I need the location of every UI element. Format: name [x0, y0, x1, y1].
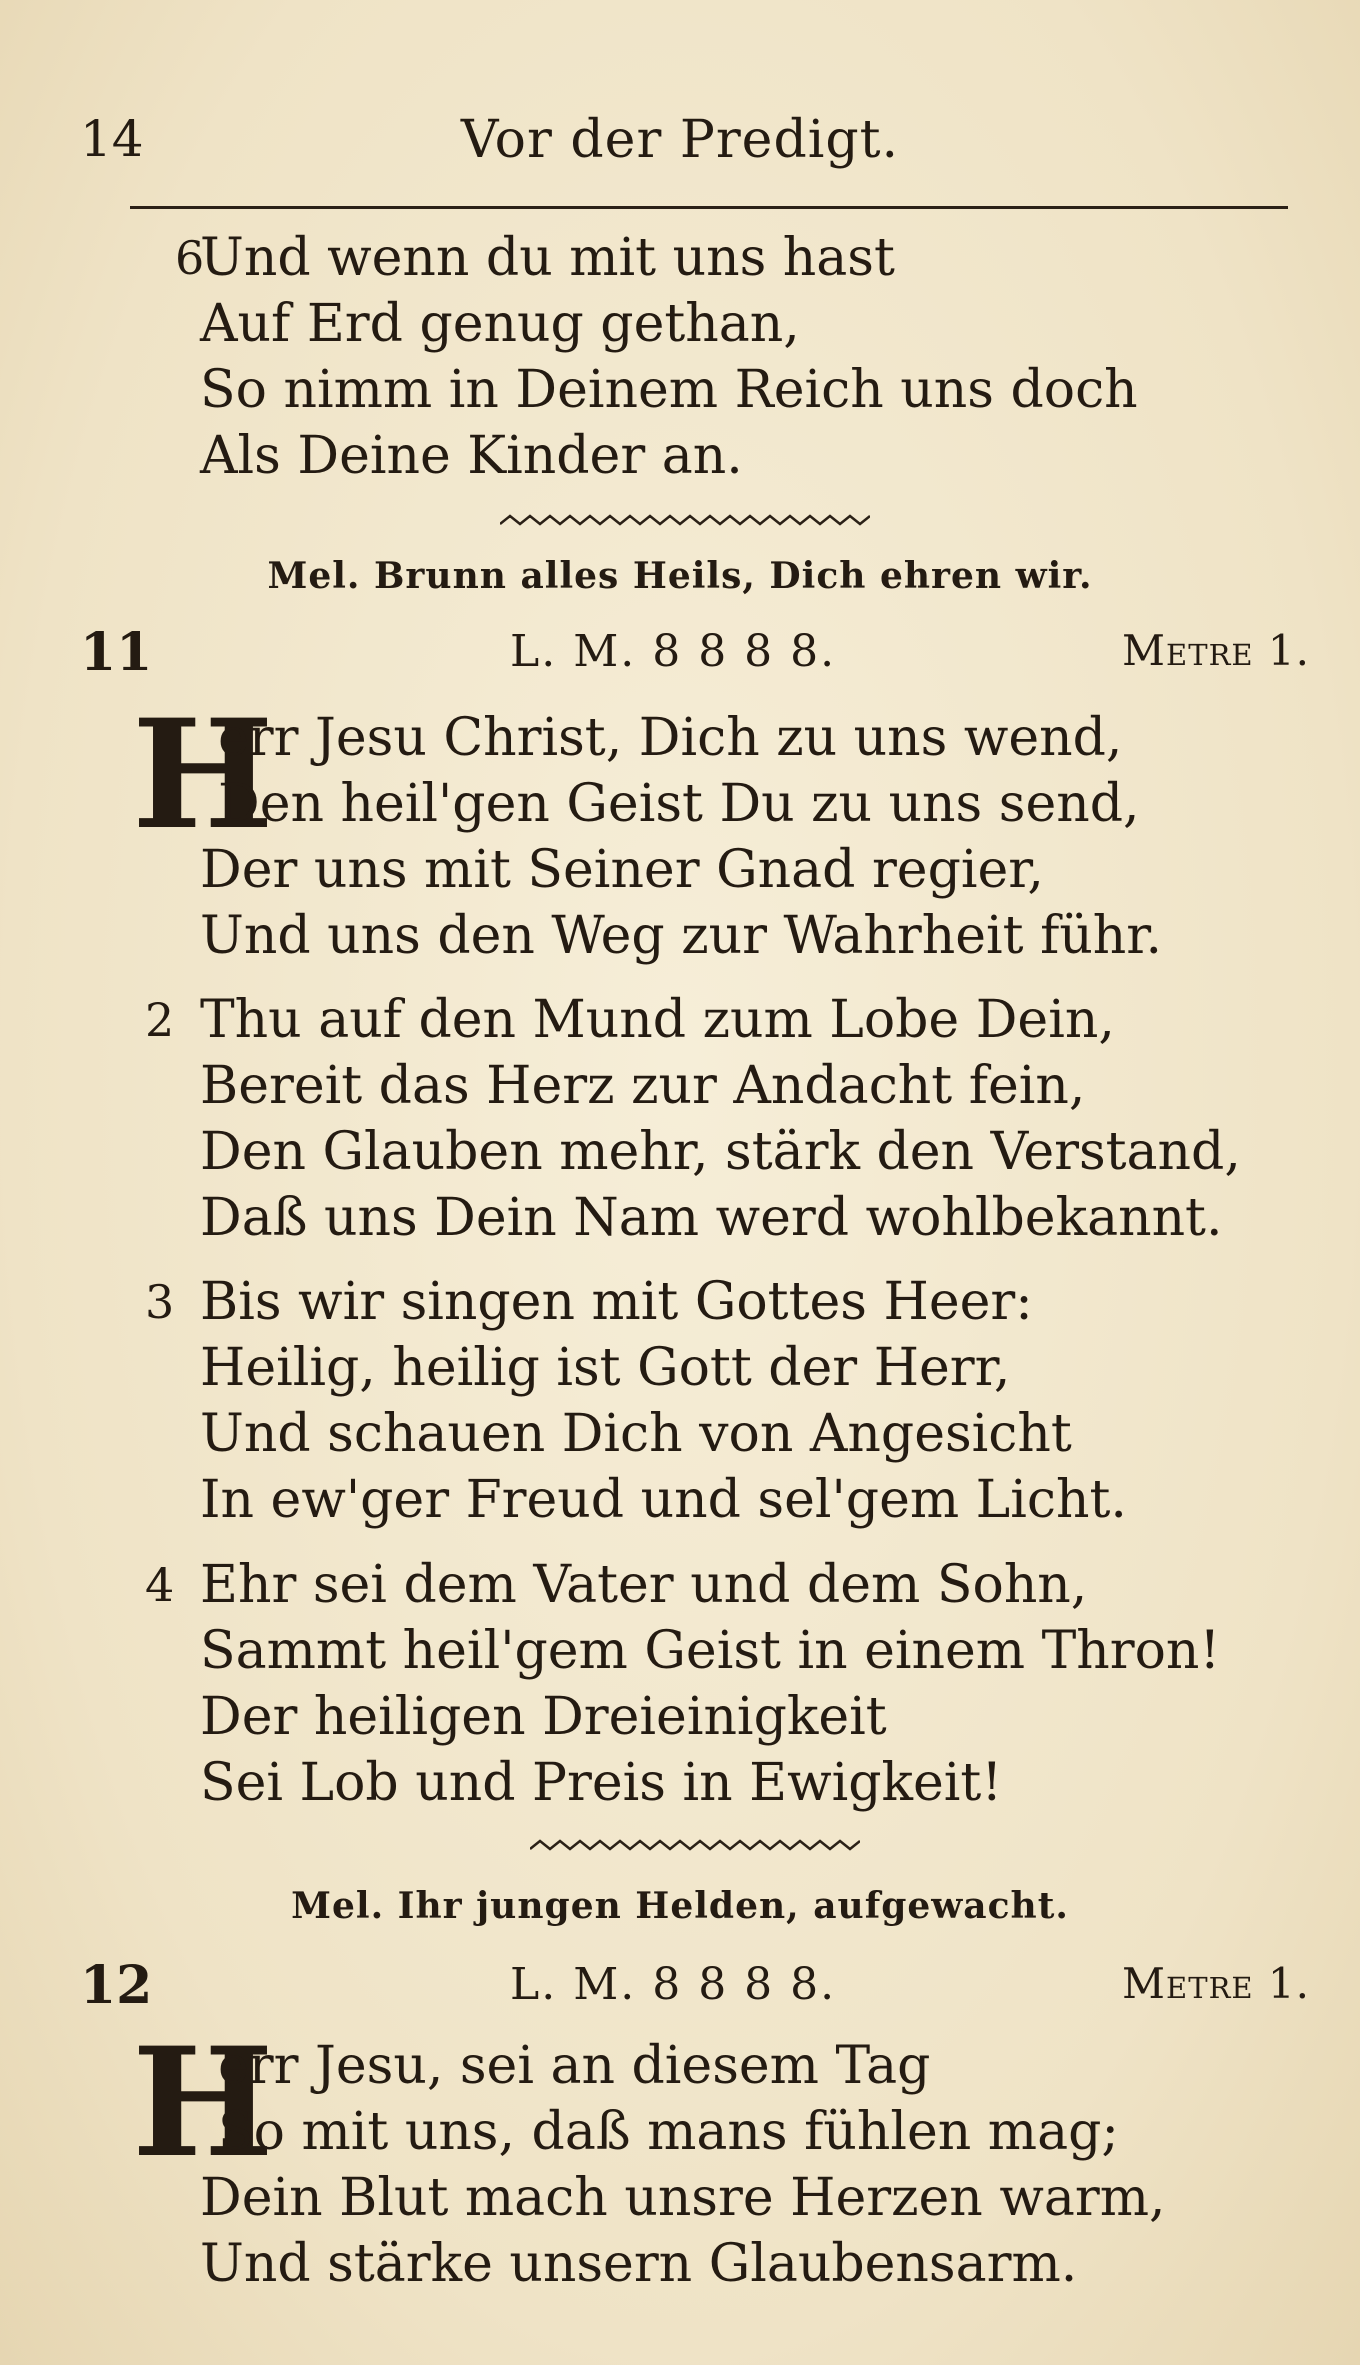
- meter-label: L. M. 8 8 8 8.: [510, 1959, 837, 2010]
- verse-line: Den heil'gen Geist Du zu uns send,: [218, 774, 1140, 834]
- verse-line: Als Deine Kinder an.: [200, 426, 743, 486]
- verse-line: Bereit das Herz zur Andacht fein,: [200, 1056, 1086, 1116]
- verse-line: Ehr sei dem Vater und dem Sohn,: [200, 1555, 1088, 1615]
- verse-line: In ew'ger Freud und sel'gem Licht.: [200, 1470, 1127, 1530]
- page-number: 14: [80, 110, 144, 168]
- meter-label: L. M. 8 8 8 8.: [510, 626, 837, 677]
- verse-line: Sei Lob und Preis in Ewigkeit!: [200, 1753, 1003, 1813]
- hymn-heading: [80, 1955, 1310, 2015]
- verse-line: Und stärke unsern Glaubensarm.: [200, 2234, 1078, 2294]
- metre-label: Metre 1.: [1122, 1959, 1310, 2008]
- verse-line: Und schauen Dich von Angesicht: [200, 1404, 1072, 1464]
- stanza-number: 3: [145, 1275, 175, 1329]
- verse-line: Und uns den Weg zur Wahrheit führ.: [200, 906, 1162, 966]
- metre-label: Metre 1.: [1122, 626, 1310, 675]
- verse-line: Daß uns Dein Nam werd wohlbekannt.: [200, 1188, 1223, 1248]
- verse-line: err Jesu Christ, Dich zu uns wend,: [218, 708, 1123, 768]
- melody-line: Mel. Brunn alles Heils, Dich ehren wir.: [267, 555, 1093, 597]
- verse-line: Thu auf den Mund zum Lobe Dein,: [200, 990, 1115, 1050]
- verse-line: err Jesu, sei an diesem Tag: [218, 2036, 931, 2096]
- verse-line: Sammt heil'gem Geist in einem Thron!: [200, 1621, 1221, 1681]
- verse-line: Der heiligen Dreieinigkeit: [200, 1687, 887, 1747]
- verse-line: Heilig, heilig ist Gott der Herr,: [200, 1338, 1011, 1398]
- verse-line: Auf Erd genug gethan,: [200, 294, 800, 354]
- verse-line: Bis wir singen mit Gottes Heer:: [200, 1272, 1033, 1332]
- drop-cap: H: [132, 687, 274, 863]
- page-header: [80, 110, 1280, 180]
- verse-line: Den Glauben mehr, stärk den Verstand,: [200, 1122, 1241, 1182]
- verse-line: Dein Blut mach unsre Herzen warm,: [200, 2168, 1166, 2228]
- verse-line: Und wenn du mit uns hast: [200, 228, 895, 288]
- stanza-number: 4: [145, 1558, 175, 1612]
- drop-cap: H: [132, 2015, 274, 2191]
- verse-line: So mit uns, daß mans fühlen mag;: [218, 2102, 1119, 2162]
- melody-line: Mel. Ihr jungen Helden, aufgewacht.: [291, 1885, 1069, 1927]
- wavy-ornament: [530, 1835, 860, 1855]
- verse-line: So nimm in Deinem Reich uns doch: [200, 360, 1138, 420]
- hymn-number: 12: [80, 1955, 153, 2016]
- hymn-heading: [80, 622, 1310, 682]
- hymn-number: 11: [80, 622, 153, 683]
- header-rule: [130, 206, 1288, 209]
- stanza-number: 2: [145, 993, 175, 1047]
- running-head: Vor der Predigt.: [460, 110, 900, 170]
- stanza-number: 6: [175, 231, 205, 285]
- verse-line: Der uns mit Seiner Gnad regier,: [200, 840, 1044, 900]
- wavy-ornament: [500, 510, 870, 530]
